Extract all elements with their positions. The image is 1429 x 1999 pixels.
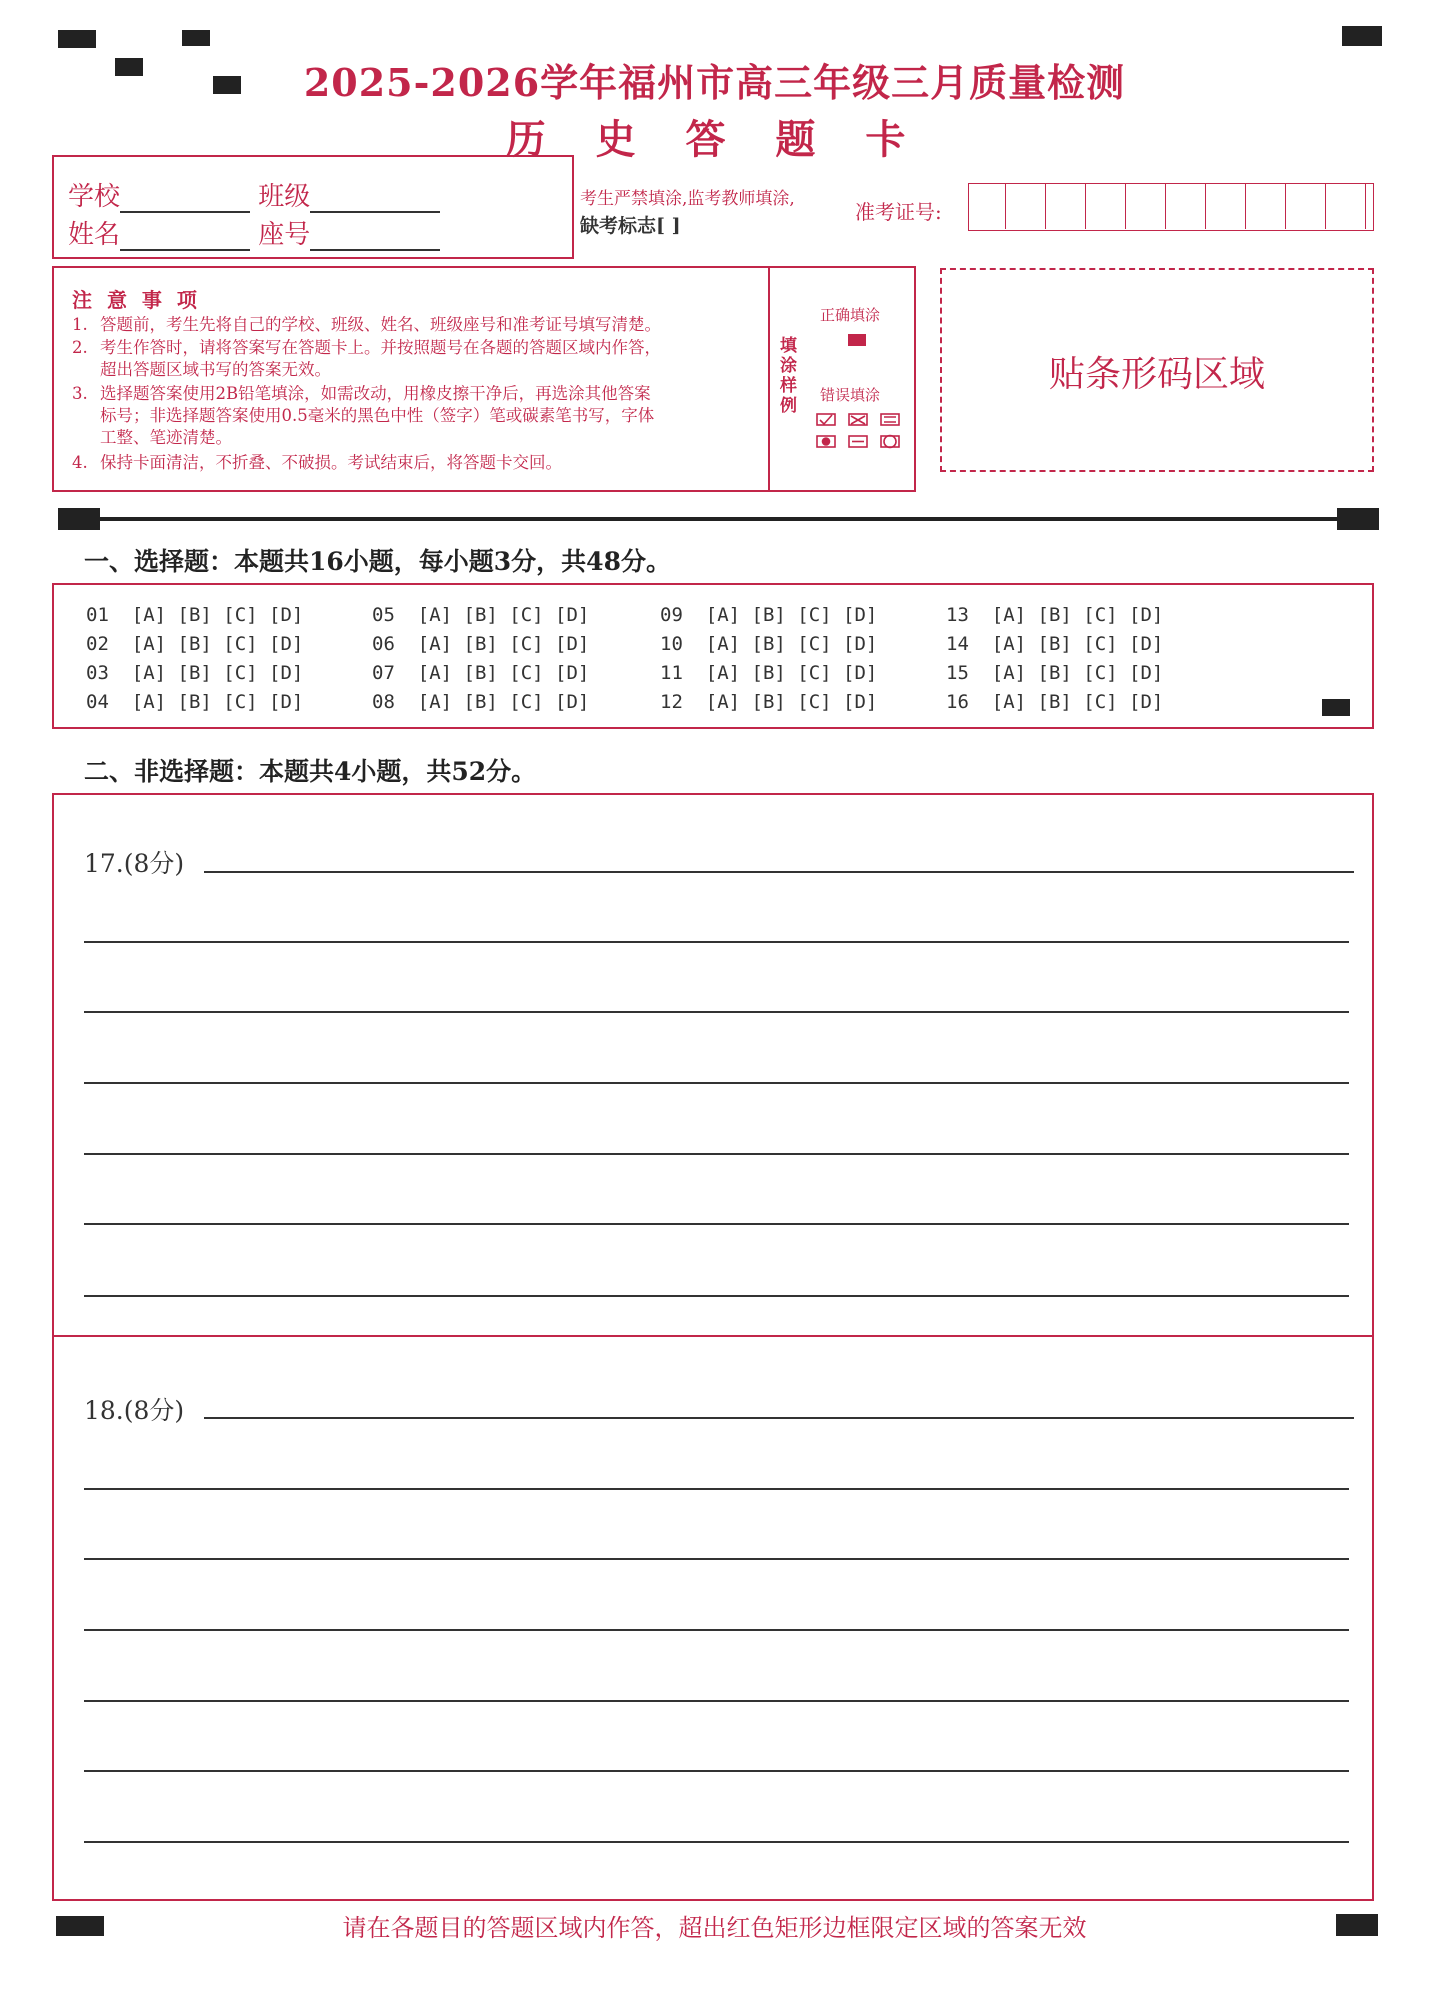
- choice-row[interactable]: 16 [A] [B] [C] [D]: [946, 691, 1164, 713]
- answer-line[interactable]: [84, 1295, 1349, 1297]
- card-subtitle: 历 史 答 题 卡: [505, 116, 924, 163]
- ticket-cell[interactable]: [1208, 183, 1246, 229]
- exam-title: 2025-2026学年福州市高三年级三月质量检测: [303, 60, 1126, 105]
- answer-line[interactable]: [84, 1629, 1349, 1631]
- absent-mark[interactable]: 缺考标志[ ]: [580, 215, 681, 237]
- ticket-cell[interactable]: [1008, 183, 1046, 229]
- choice-row[interactable]: 13 [A] [B] [C] [D]: [946, 604, 1164, 626]
- correct-fill-sample: [848, 334, 866, 346]
- info-row-school-class: [68, 176, 440, 213]
- wrong-fill-label: 错误填涂: [820, 386, 881, 404]
- school-label: 学校: [68, 182, 121, 212]
- choice-row[interactable]: 07 [A] [B] [C] [D]: [372, 662, 590, 684]
- choice-row[interactable]: 09 [A] [B] [C] [D]: [660, 604, 878, 626]
- answer-line[interactable]: [84, 1558, 1349, 1560]
- section2-heading: 二、非选择题：本题共4小题，共52分。: [84, 757, 537, 786]
- choice-row[interactable]: 04 [A] [B] [C] [D]: [86, 691, 304, 713]
- ticket-cell[interactable]: [1168, 183, 1206, 229]
- notice-item: 2. 考生作答时，请将答案写在答题卡上。并按照题号在各题的答题区域内作答， 超出答题区域书写的答案无效。: [72, 338, 661, 379]
- answer-area-17: [52, 793, 1374, 1337]
- notice-item: 4. 保持卡面清洁，不折叠、不破损。考试结束后，将答题卡交回。: [72, 453, 562, 472]
- fill-example-side-label: 填涂样例: [780, 336, 797, 416]
- wrong-fill-samples: [815, 412, 907, 454]
- choice-row[interactable]: 03 [A] [B] [C] [D]: [86, 662, 304, 684]
- barcode-label: 贴条形码区域: [1048, 354, 1265, 395]
- answer-line[interactable]: [204, 871, 1354, 873]
- timing-mark: [1342, 26, 1382, 46]
- separator-line: [100, 517, 1337, 521]
- answer-line[interactable]: [84, 1082, 1349, 1084]
- choice-row[interactable]: 15 [A] [B] [C] [D]: [946, 662, 1164, 684]
- seat-label: 座号: [258, 220, 311, 250]
- timing-mark: [58, 508, 100, 530]
- ticket-cell[interactable]: [968, 183, 1006, 229]
- answer-line[interactable]: [84, 1011, 1349, 1013]
- name-label: 姓名: [68, 220, 121, 250]
- timing-mark: [1337, 508, 1379, 530]
- answer-line[interactable]: [84, 941, 1349, 943]
- answer-line[interactable]: [84, 1841, 1349, 1843]
- answer-line[interactable]: [84, 1700, 1349, 1702]
- answer-line[interactable]: [84, 1488, 1349, 1490]
- choice-row[interactable]: 11 [A] [B] [C] [D]: [660, 662, 878, 684]
- choice-row[interactable]: 14 [A] [B] [C] [D]: [946, 633, 1164, 655]
- school-field[interactable]: [120, 187, 250, 213]
- answer-line[interactable]: [204, 1417, 1354, 1419]
- choice-row[interactable]: 10 [A] [B] [C] [D]: [660, 633, 878, 655]
- ticket-cell[interactable]: [1328, 183, 1366, 229]
- timing-mark: [182, 30, 210, 46]
- answer-line[interactable]: [84, 1153, 1349, 1155]
- choice-row[interactable]: 05 [A] [B] [C] [D]: [372, 604, 590, 626]
- notice-item: 1. 答题前，考生先将自己的学校、班级、姓名、班级座号和准考证号填写清楚。: [72, 315, 661, 334]
- info-row-name-seat: [68, 214, 440, 251]
- answer-line[interactable]: [84, 1770, 1349, 1772]
- notice-title: 注 意 事 项: [72, 288, 201, 312]
- answer-line[interactable]: [84, 1223, 1349, 1225]
- answer-area-18: [52, 1335, 1374, 1901]
- notice-item: 3. 选择题答案使用2B铅笔填涂，如需改动，用橡皮擦干净后，再选涂其他答案 标号；非选择题答案使用0.5毫米的黑色中性（签字）笔或碳素笔书写，字体 工整、笔迹清楚。: [72, 384, 655, 447]
- choice-row[interactable]: 01 [A] [B] [C] [D]: [86, 604, 304, 626]
- class-field[interactable]: [310, 187, 440, 213]
- ticket-cell[interactable]: [1048, 183, 1086, 229]
- timing-mark: [58, 30, 96, 48]
- absent-note: 考生严禁填涂,监考教师填涂,: [580, 189, 795, 209]
- footer-note: 请在各题目的答题区域内作答，超出红色矩形边框限定区域的答案无效: [342, 1914, 1087, 1942]
- correct-fill-label: 正确填涂: [820, 306, 881, 324]
- choice-row[interactable]: 08 [A] [B] [C] [D]: [372, 691, 590, 713]
- notice-divider: [768, 266, 770, 492]
- ticket-label: 准考证号:: [855, 200, 942, 224]
- name-field[interactable]: [120, 225, 250, 251]
- section1-heading: 一、选择题：本题共16小题，每小题3分，共48分。: [84, 547, 671, 576]
- ticket-cell[interactable]: [1288, 183, 1326, 229]
- class-label: 班级: [258, 182, 311, 212]
- ticket-cell[interactable]: [1088, 183, 1126, 229]
- ticket-cell[interactable]: [1248, 183, 1286, 229]
- ticket-cell[interactable]: [1128, 183, 1166, 229]
- question-18-label: 18.(8分): [84, 1396, 185, 1425]
- choice-row[interactable]: 06 [A] [B] [C] [D]: [372, 633, 590, 655]
- seat-field[interactable]: [310, 225, 440, 251]
- question-17-label: 17.(8分): [84, 849, 185, 878]
- choice-row[interactable]: 02 [A] [B] [C] [D]: [86, 633, 304, 655]
- choice-row[interactable]: 12 [A] [B] [C] [D]: [660, 691, 878, 713]
